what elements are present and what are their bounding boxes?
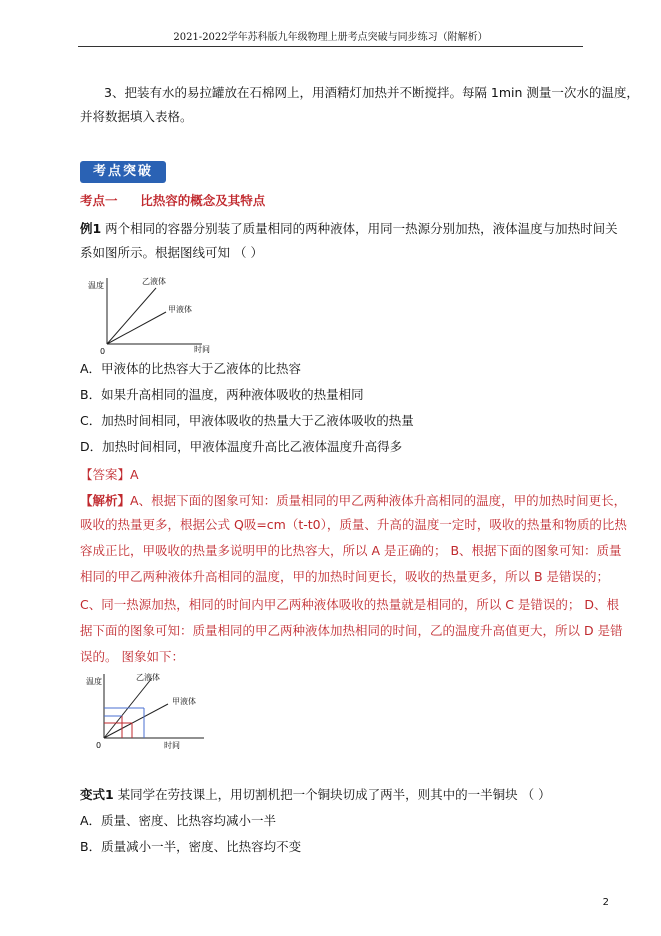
page-header: 2021-2022学年苏科版九年级物理上册考点突破与同步练习（附解析） [78,28,583,47]
example1-graph [84,272,224,356]
section-badge [80,161,166,183]
analysis-line-6: 据下面的图象可知：质量相同的甲乙两种液体加热相同的时间，乙的温度升高值更大，所以 D 是错 [80,623,623,638]
example1-text-1: 两个相同的容器分别装了质量相同的两种液体，用同一热源分别加热，液体温度与加热时间关 [101,221,618,236]
option-d: D．加热时间相同，甲液体温度升高比乙液体温度升高得多 [80,439,403,454]
example1-label: 例1 [80,221,102,236]
intro-line-2: 并将数据填入表格。 [80,109,193,124]
variant1-label: 变式1 [80,787,114,802]
topic-label: 考点一 [80,193,118,208]
y-axis-label: 温度 [88,281,104,290]
line-yi-label: 乙液体 [142,277,166,286]
option-b: B．如果升高相同的温度，两种液体吸收的热量相同 [80,387,364,402]
line-yi-label: 乙液体 [136,673,160,682]
topic-title: 比热容的概念及其特点 [140,193,266,208]
x-axis-label: 时间 [164,741,180,750]
x-axis-label: 时间 [194,345,210,354]
example1-line-2: 系如图所示。根据图线可知 （ ） [80,245,263,260]
origin-label: 0 [100,347,106,356]
analysis-line-3: 容成正比，甲吸收的热量多说明甲的比热容大，所以 A 是正确的； B、根据下面的图象可知：质量 [80,543,622,558]
example1-line-1 [80,218,618,240]
line-yi [107,288,156,344]
analysis-graph [82,668,232,754]
analysis-line-1 [80,490,626,512]
analysis-line-4: 相同的甲乙两种液体升高相同的温度，甲的加热时间更长，吸收的热量更多，所以 B 是错误的； [80,569,610,584]
option-c: C．加热时间相同，甲液体吸收的热量大于乙液体吸收的热量 [80,413,414,428]
topic-heading [80,190,265,212]
analysis-line-7: 误的。 图象如下： [80,649,184,664]
section-badge-label: 考点突破 [92,164,153,179]
line-jia [104,704,168,738]
page-number: 2 [602,897,609,908]
y-axis-label: 温度 [86,677,102,686]
line-jia-label: 甲液体 [168,305,192,314]
variant1-option-b: B．质量减小一半，密度、比热容均不变 [80,839,302,854]
option-a: A．甲液体的比热容大于乙液体的比热容 [80,361,302,376]
intro-line-1: 3、把装有水的易拉罐放在石棉网上，用酒精灯加热并不断搅拌。每隔 1min 测量一次水的温度， [104,85,639,100]
analysis-label: 【解析】 [80,493,131,508]
analysis-text-1: A、根据下面的图象可知：质量相同的甲乙两种液体升高相同的温度，甲的加热时间更长， [130,493,627,508]
line-jia [107,312,166,344]
variant1-text: 某同学在劳技课上，用切割机把一个铜块切成了两半，则其中的一半铜块 （ ） [113,787,551,802]
answer: 【答案】A [80,467,139,482]
analysis-line-2: 吸收的热量更多，根据公式 Q吸=cm（t-t0），质量、升高的温度一定时，吸收的热量和物质的比热 [80,517,627,532]
variant1-question [80,784,551,806]
origin-label: 0 [96,741,102,750]
analysis-line-5: C、同一热源加热，相同的时间内甲乙两种液体吸收的热量就是相同的，所以 C 是错误的； D、根 [80,597,620,612]
variant1-option-a: A．质量、密度、比热容均减小一半 [80,813,277,828]
line-jia-label: 甲液体 [172,697,196,706]
